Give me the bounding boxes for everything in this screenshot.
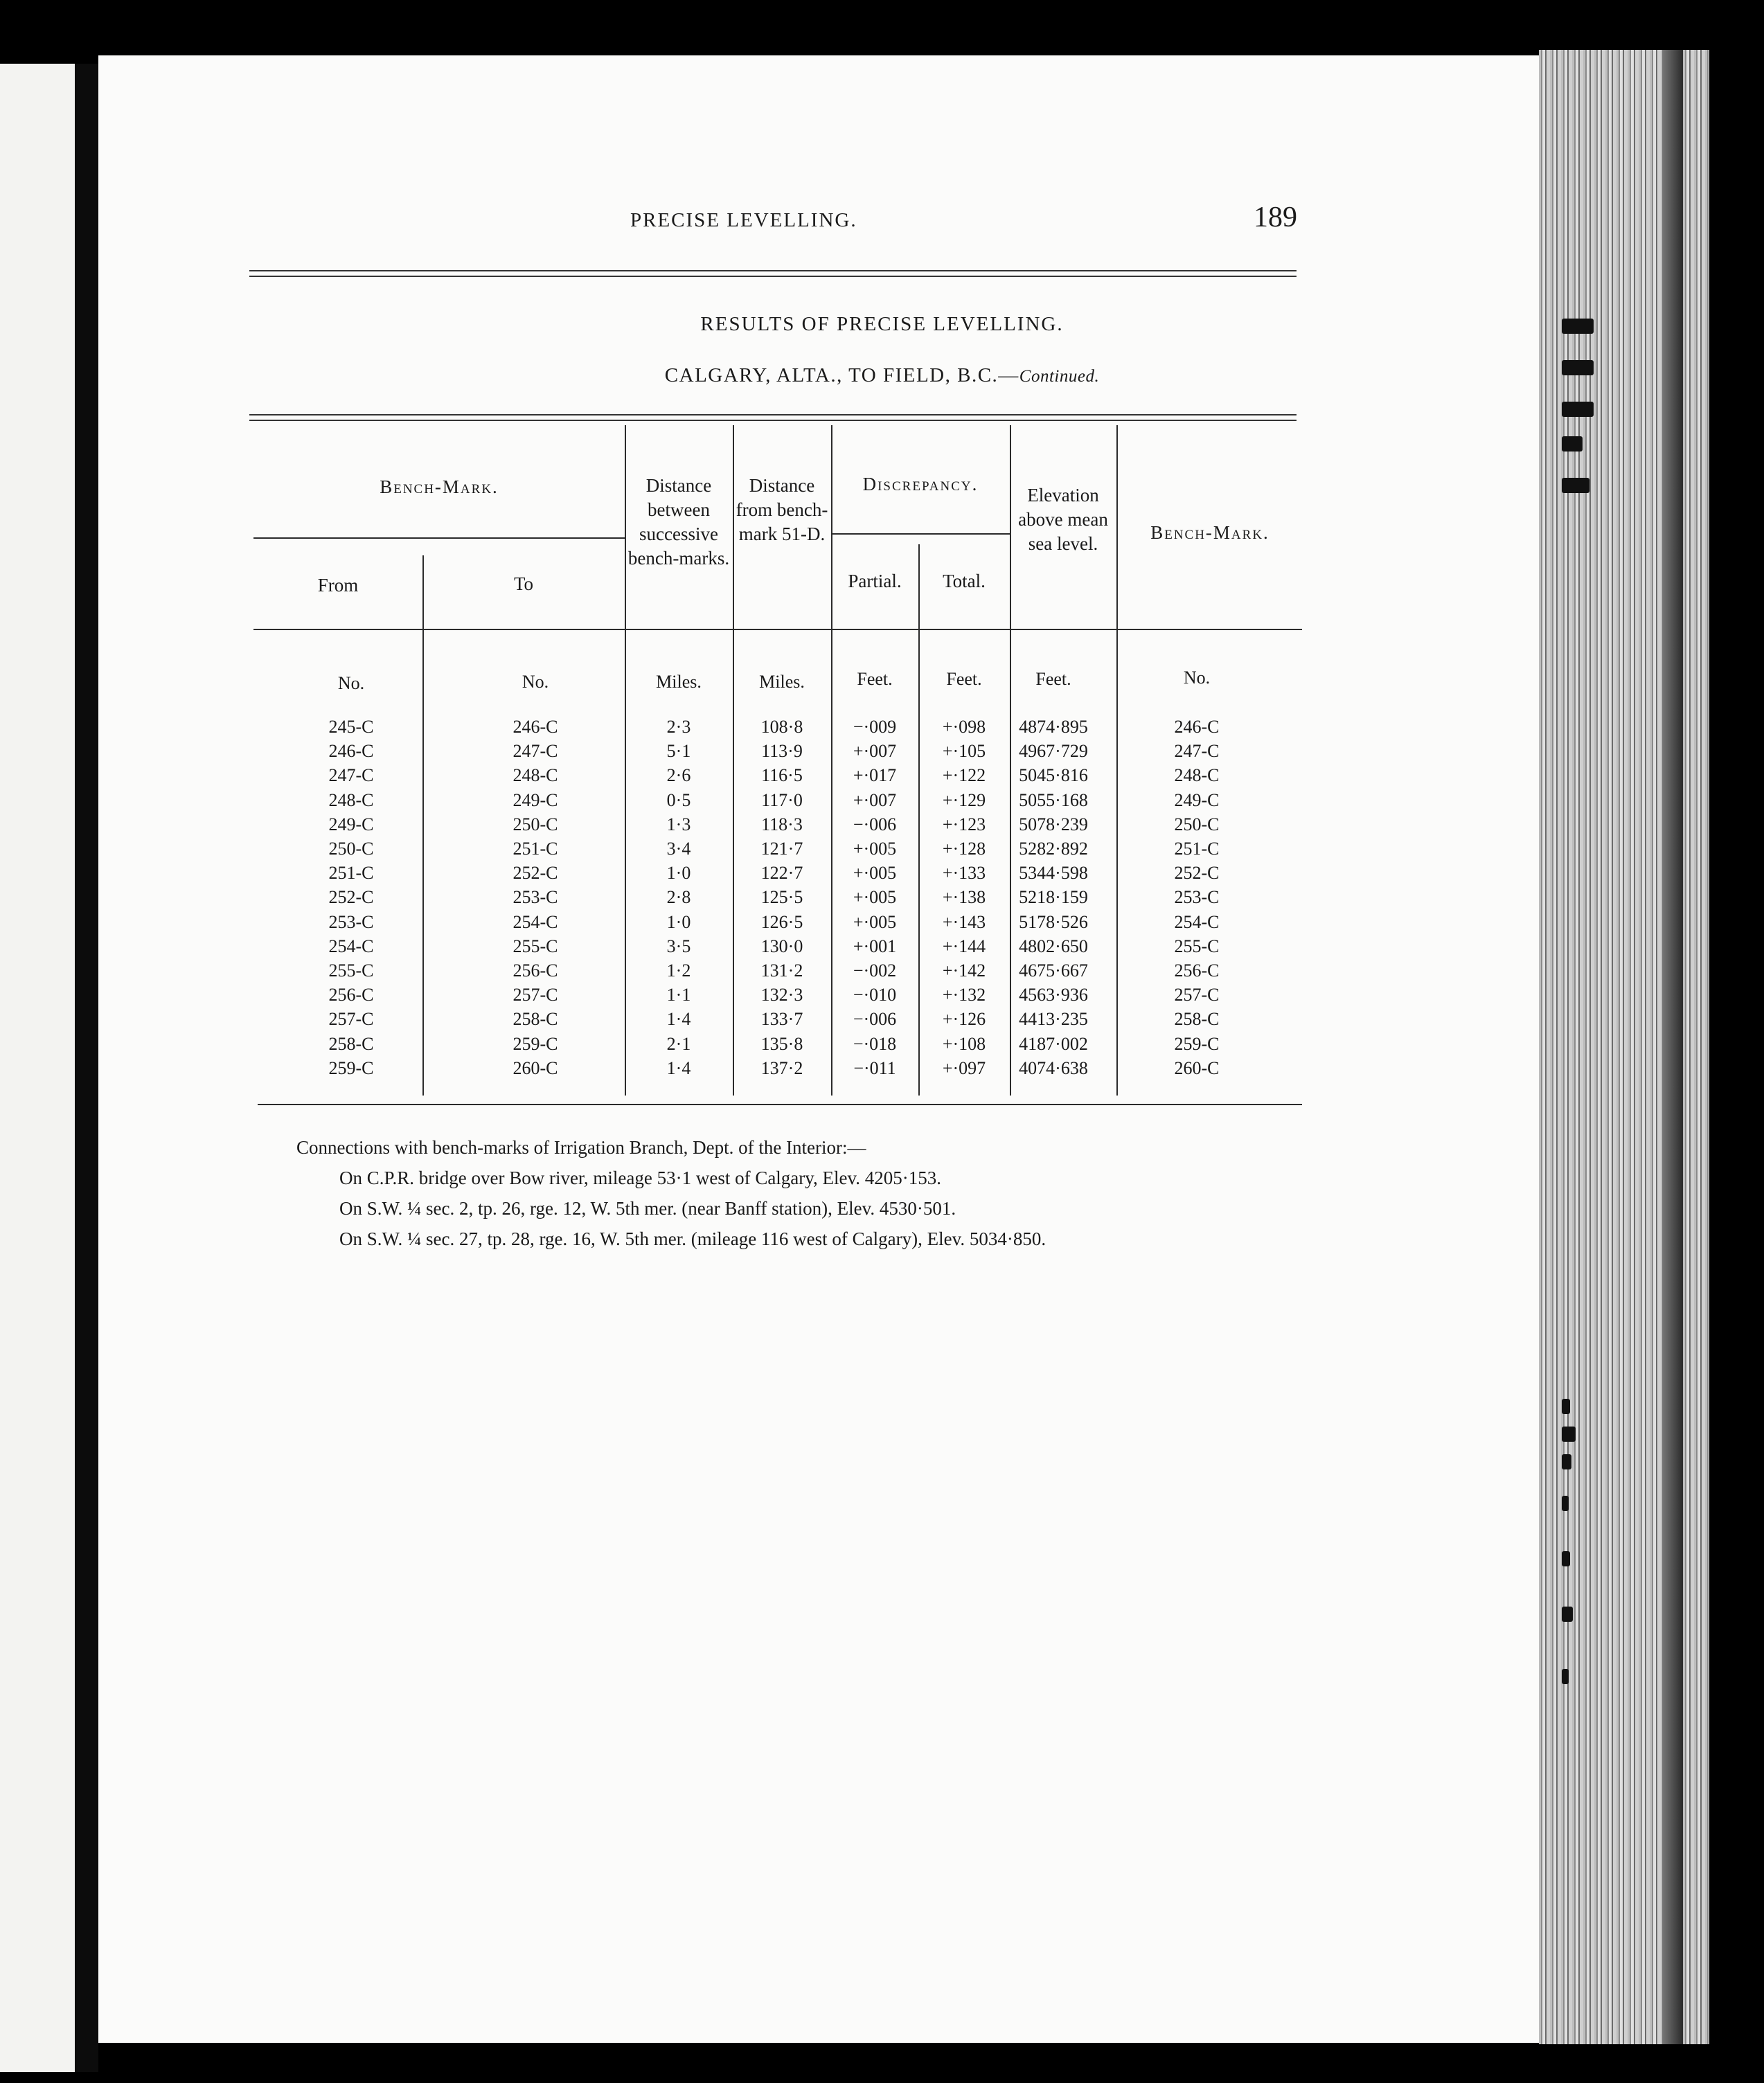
table-title: RESULTS OF PRECISE LEVELLING. — [700, 313, 1064, 335]
cell-bench-mark: 250-C — [1174, 814, 1220, 834]
unit-label: No. — [1183, 668, 1211, 688]
cell-to: 250-C — [513, 814, 558, 834]
note-line: On S.W. ¼ sec. 27, tp. 28, rge. 16, W. 5th mer. (mileage 116 west of Calgary), Elev. 5034·850. — [339, 1228, 1046, 1249]
cell-distance-from: 116·5 — [761, 765, 803, 785]
cell-distance-from: 118·3 — [761, 814, 803, 834]
unit-label: No. — [337, 673, 365, 693]
table-top-rule — [249, 414, 1297, 415]
cell-elevation: 4074·638 — [1019, 1058, 1088, 1078]
cell-partial: −·006 — [853, 1009, 897, 1029]
cell-partial: −·010 — [853, 985, 897, 1005]
cell-total: +·108 — [942, 1034, 986, 1054]
cell-to: 259-C — [513, 1034, 558, 1054]
cell-bench-mark: 252-C — [1174, 863, 1220, 883]
cell-from: 257-C — [328, 1009, 374, 1029]
cell-partial: +·005 — [853, 863, 897, 883]
cell-partial: −·009 — [853, 717, 897, 737]
cell-total: +·128 — [942, 839, 986, 859]
cell-total: +·097 — [942, 1058, 986, 1078]
cell-from: 258-C — [328, 1034, 374, 1054]
cell-distance-between: 1·1 — [666, 985, 691, 1005]
cell-to: 255-C — [513, 936, 558, 956]
cell-bench-mark: 248-C — [1174, 765, 1220, 785]
cell-elevation: 4967·729 — [1019, 741, 1088, 761]
header-total: Total. — [943, 571, 986, 591]
cell-distance-from: 133·7 — [760, 1009, 803, 1029]
cell-elevation: 5055·168 — [1019, 790, 1088, 810]
cell-from: 254-C — [328, 936, 374, 956]
cell-total: +·133 — [942, 863, 986, 883]
cell-partial: −·011 — [853, 1058, 896, 1078]
cell-distance-between: 0·5 — [666, 790, 691, 810]
cell-partial: +·017 — [853, 765, 897, 785]
cell-bench-mark: 247-C — [1174, 741, 1220, 761]
table-subtitle — [0, 364, 1764, 387]
cell-distance-between: 1·4 — [666, 1058, 691, 1078]
header-rule — [249, 270, 1297, 271]
cell-distance-between: 1·4 — [666, 1009, 691, 1029]
cell-bench-mark: 260-C — [1174, 1058, 1220, 1078]
cell-distance-from: 117·0 — [761, 790, 803, 810]
cell-from: 259-C — [328, 1058, 374, 1078]
notes-intro: Connections with bench-marks of Irrigation Branch, Dept. of the Interior:— — [296, 1137, 866, 1158]
cell-total: +·098 — [942, 717, 986, 737]
cell-to: 253-C — [513, 887, 558, 907]
cell-total: +·105 — [942, 741, 986, 761]
cell-distance-from: 131·2 — [760, 960, 803, 981]
cell-bench-mark: 258-C — [1174, 1009, 1220, 1029]
cell-distance-between: 1·3 — [666, 814, 691, 834]
cell-from: 255-C — [328, 960, 374, 981]
cell-bench-mark: 254-C — [1174, 912, 1220, 932]
cell-distance-from: 132·3 — [760, 985, 803, 1005]
unit-label: Feet. — [1035, 669, 1071, 689]
cell-distance-from: 137·2 — [760, 1058, 803, 1078]
cell-bench-mark: 255-C — [1174, 936, 1220, 956]
discrepancy-subrule — [831, 533, 1010, 535]
cell-partial: +·001 — [853, 936, 897, 956]
cell-distance-between: 3·5 — [666, 936, 691, 956]
cell-elevation: 4675·667 — [1019, 960, 1088, 981]
unit-label: Feet. — [946, 669, 982, 689]
header-partial: Partial. — [848, 571, 902, 591]
running-head: PRECISE LEVELLING. — [630, 209, 857, 231]
cell-elevation: 4563·936 — [1019, 985, 1088, 1005]
cell-total: +·122 — [942, 765, 986, 785]
cell-to: 257-C — [513, 985, 558, 1005]
cell-distance-from: 108·8 — [760, 717, 803, 737]
cell-elevation: 5218·159 — [1019, 887, 1088, 907]
header-bottom-rule — [253, 629, 1302, 630]
cell-partial: −·006 — [853, 814, 897, 834]
cell-partial: +·005 — [853, 912, 897, 932]
cell-bench-mark: 246-C — [1174, 717, 1220, 737]
unit-label: No. — [522, 672, 549, 692]
cell-total: +·144 — [942, 936, 986, 956]
header-distance-from: Distance from bench-mark 51-D. — [736, 475, 828, 544]
cell-partial: −·018 — [853, 1034, 897, 1054]
unit-label: Miles. — [656, 672, 702, 692]
cell-distance-between: 2·6 — [666, 765, 691, 785]
cell-bench-mark: 249-C — [1174, 790, 1220, 810]
cell-bench-mark: 257-C — [1174, 985, 1220, 1005]
cell-distance-between: 2·8 — [666, 887, 691, 907]
cell-bench-mark: 259-C — [1174, 1034, 1220, 1054]
cell-elevation: 5045·816 — [1019, 765, 1088, 785]
cell-from: 248-C — [328, 790, 374, 810]
cell-distance-from: 125·5 — [760, 887, 803, 907]
cell-distance-between: 2·1 — [666, 1034, 691, 1054]
cell-partial: +·007 — [853, 741, 897, 761]
cell-total: +·129 — [942, 790, 986, 810]
cell-from: 246-C — [328, 741, 374, 761]
header-bench-mark-right: Bench-Mark. — [1150, 522, 1269, 543]
cell-to: 254-C — [513, 912, 558, 932]
cell-from: 249-C — [328, 814, 374, 834]
note-line: On C.P.R. bridge over Bow river, mileage 53·1 west of Calgary, Elev. 4205·153. — [339, 1168, 941, 1188]
cell-from: 250-C — [328, 839, 374, 859]
cell-distance-between: 1·2 — [666, 960, 691, 981]
cell-total: +·142 — [942, 960, 986, 981]
cell-partial: +·005 — [853, 887, 897, 907]
cell-partial: +·005 — [853, 839, 897, 859]
cell-from: 252-C — [328, 887, 374, 907]
cell-to: 249-C — [513, 790, 558, 810]
bench-mark-subrule — [253, 537, 625, 539]
header-elevation: Elevation above mean sea level. — [1018, 485, 1108, 554]
table-top-rule — [249, 420, 1297, 421]
cell-total: +·123 — [942, 814, 986, 834]
cell-distance-between: 2·3 — [666, 717, 691, 737]
cell-to: 256-C — [513, 960, 558, 981]
cell-to: 260-C — [513, 1058, 558, 1078]
cell-total: +·132 — [942, 985, 986, 1005]
header-from: From — [317, 575, 359, 596]
cell-distance-from: 130·0 — [760, 936, 803, 956]
cell-elevation: 4802·650 — [1019, 936, 1088, 956]
subtitle-main: CALGARY, ALTA., TO FIELD, B.C.— — [664, 364, 1019, 386]
unit-label: Miles. — [759, 672, 805, 692]
cell-distance-between: 1·0 — [666, 912, 691, 932]
cell-elevation: 4874·895 — [1019, 717, 1088, 737]
header-discrepancy: Discrepancy. — [862, 474, 979, 494]
edge-marks — [1562, 319, 1603, 1704]
cell-to: 246-C — [513, 717, 558, 737]
cell-elevation: 5344·598 — [1019, 863, 1088, 883]
cell-bench-mark: 251-C — [1174, 839, 1220, 859]
cell-from: 256-C — [328, 985, 374, 1005]
header-bench-mark: Bench-Mark. — [380, 476, 499, 497]
cell-distance-from: 121·7 — [760, 839, 803, 859]
cell-from: 245-C — [328, 717, 374, 737]
cell-to: 251-C — [513, 839, 558, 859]
header-distance-between: Distance between successive bench-marks. — [627, 475, 730, 569]
page-edge-shadow — [1662, 50, 1683, 2044]
cell-to: 247-C — [513, 741, 558, 761]
cell-distance-from: 135·8 — [760, 1034, 803, 1054]
header-to: To — [513, 573, 534, 594]
cell-distance-from: 113·9 — [761, 741, 803, 761]
cell-partial: +·007 — [853, 790, 897, 810]
table-bottom-rule — [258, 1104, 1302, 1105]
cell-from: 251-C — [328, 863, 374, 883]
subtitle-continued: Continued. — [1019, 367, 1100, 386]
unit-label: Feet. — [857, 669, 893, 689]
header-rule — [249, 276, 1297, 277]
cell-elevation: 5078·239 — [1019, 814, 1088, 834]
cell-to: 252-C — [513, 863, 558, 883]
cell-partial: −·002 — [853, 960, 897, 981]
cell-elevation: 4187·002 — [1019, 1034, 1088, 1054]
cell-from: 253-C — [328, 912, 374, 932]
cell-distance-between: 1·0 — [666, 863, 691, 883]
cell-elevation: 4413·235 — [1019, 1009, 1088, 1029]
note-line: On S.W. ¼ sec. 2, tp. 26, rge. 12, W. 5th mer. (near Banff station), Elev. 4530·501. — [339, 1198, 956, 1219]
cell-to: 258-C — [513, 1009, 558, 1029]
cell-total: +·138 — [942, 887, 986, 907]
cell-elevation: 5178·526 — [1019, 912, 1088, 932]
cell-distance-between: 5·1 — [666, 741, 691, 761]
cell-from: 247-C — [328, 765, 374, 785]
cell-total: +·126 — [942, 1009, 986, 1029]
cell-distance-from: 122·7 — [760, 863, 803, 883]
cell-elevation: 5282·892 — [1019, 839, 1088, 859]
cell-total: +·143 — [942, 912, 986, 932]
cell-bench-mark: 253-C — [1174, 887, 1220, 907]
cell-distance-between: 3·4 — [666, 839, 691, 859]
cell-bench-mark: 256-C — [1174, 960, 1220, 981]
page-number: 189 — [1254, 202, 1297, 233]
cell-to: 248-C — [513, 765, 558, 785]
cell-distance-from: 126·5 — [760, 912, 803, 932]
